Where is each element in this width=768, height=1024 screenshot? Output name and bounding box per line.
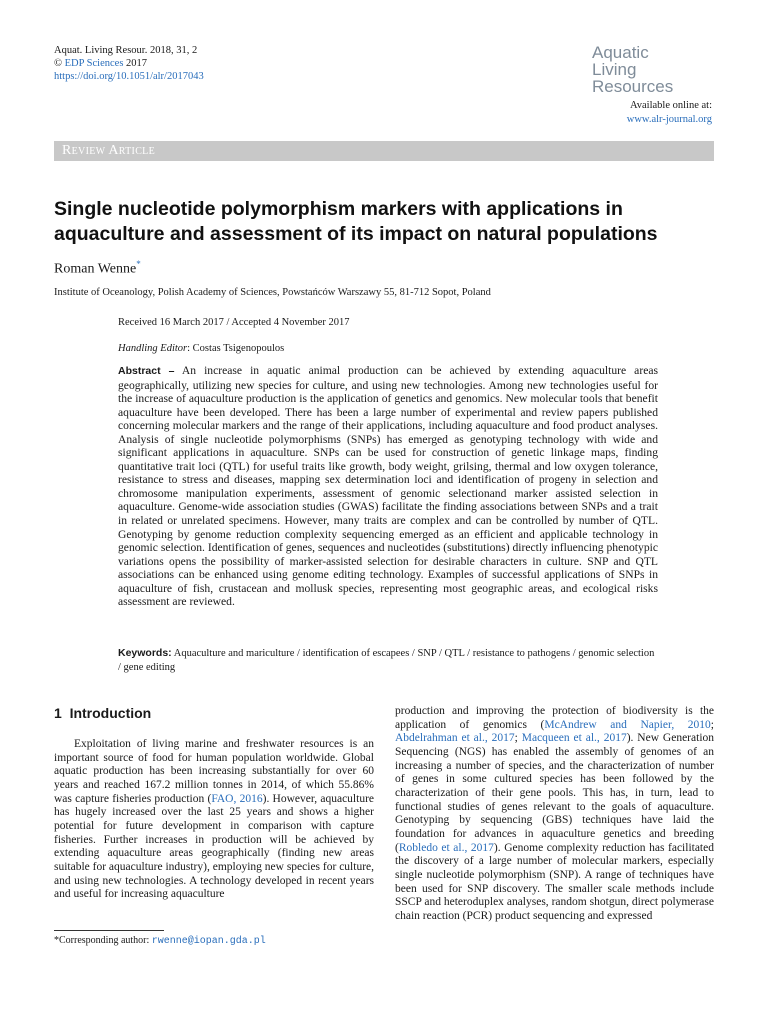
paragraph-text: ;: [514, 732, 522, 745]
received-dates: Received 16 March 2017 / Accepted 4 November 2017: [118, 317, 350, 328]
author-line: [54, 259, 141, 278]
article-title: Single nucleotide polymorphism markers with applications in aquaculture and assessment of its impact on natural populations: [54, 198, 658, 245]
affiliation: Institute of Oceanology, Polish Academy of Sciences, Powstańców Warszawy 55, 81-712 Sopot, Poland: [54, 287, 491, 298]
journal-logo: [592, 44, 712, 95]
paragraph-text: ). New Generation Sequencing (NGS) has enabled the assembly of genomes of an increasing a number of species, and the characterization of number of genes in some cultured species has been followed by the characterization of their gene pools. This has, in turn, lead to functional studies of genes relevant to the goals of aquaculture. Genotyping by sequencing (GBS) techniques have laid the foundation for advances in aquaculture genetics and breeding (: [395, 732, 715, 854]
article-type-label: Review Article: [62, 143, 155, 158]
footnote-label: *Corresponding author:: [54, 935, 150, 946]
intro-right-column: [395, 705, 714, 924]
reference-link[interactable]: Robledo et al., 2017: [398, 841, 494, 854]
paragraph-text: ). However, aquaculture has hugely increased over the last 25 years and shows a higher potential for future development in comparison with capture fisheries. Further increases in production will be achieved by extending aquaculture areas geographically (finding new areas suitable for aquaculture industry), employing new species for culture, and using new technologies. A technology developed in recent years and useful for increasing aquaculture: [54, 792, 375, 901]
reference-link[interactable]: McAndrew and Napier, 2010: [544, 718, 711, 731]
citation-block: [54, 44, 204, 83]
paragraph-text: ). Genome complexity reduction has facilitated the discovery of a large number of molecular markers, especially single nucleotide polymorphism (SNP). A range of techniques have been used for SNP discovery. The smaller scale methods include SSCP and heteroduplex analyses, random shotgun, direct polymerase chain reaction (PCR) product sequencing and expressed: [395, 841, 714, 922]
handling-editor: [118, 343, 284, 354]
logo-line: Living: [592, 60, 637, 79]
author-email-link[interactable]: rwenne@iopan.gda.pl: [151, 936, 266, 947]
logo-line: Resources: [592, 77, 674, 96]
journal-url-link[interactable]: www.alr-journal.org: [626, 114, 712, 125]
keywords-label: Keywords:: [118, 647, 172, 659]
article-type-bar: [54, 141, 714, 161]
paragraph-text: Exploitation of living marine and freshwater resources is an important source of food for human population worldwide. Global aquatic production has been increasing substantially for over 60 years and reached 167.2 million tonnes in 2014, of which 55.86% was capture fisheries production (: [54, 738, 374, 805]
footnote: [54, 935, 266, 947]
intro-left-column: [54, 738, 374, 902]
section-heading: [54, 705, 151, 721]
keywords-text: Aquaculture and mariculture / identification of escapees / SNP / QTL / resistance to pathogens / genomic selection / gene editing: [118, 648, 655, 673]
author-name: Roman Wenne: [54, 261, 137, 277]
available-label: Available online at:: [629, 100, 712, 111]
abstract-text: An increase in aquatic animal production can be achieved by extending aquaculture areas geographically, utilizing new species for culture, and using new technologies. Among new technologies useful for the increase of aquaculture production is the application of genetics and genomics. New molecular tools that benefit aquaculture have been developed. There has been a large number of experimental and review papers published concerning molecular markers and the range of their applications, including aquaculture and food product analyses. Analysis of single nucleotide polymorphisms (SNPs) has emerged as genotyping technology with wide and significant applications in aquaculture. SNPs can be used for construction of genetic linkage maps, finding quantitative trait loci (QTL) for useful traits like growth, body weight, grilsing, thermal and low oxygen tolerance, resistance to stress and diseases, mapping sex determination loci and identification of progeny in selection and chromosome manipulation experiments, assessment of genomic selectionand marker assisted selection in aquaculture. Genome-wide association studies (GWAS) facilitate the finding associations between SNPs and a trait in related or unrelated specimens. However, many traits are complex and can be controlled by number of QTL. Genotyping by genome reduction complexity sequencing emerged as an efficient and applicable technology in genomic selection. Identification of genes, sequences and nucleotides (substitutions) directly influencing phenotypic variations opens the possibility of marker-assisted selection for desirable characters in culture. SNP and QTL associations can be enhanced using genome editing technology. Examples of successful applications of SNPs in aquaculture of fish, crustacean and mollusk species, representing most geographic areas, and ecological risks assessment are reviewed.: [118, 364, 658, 609]
logo-line: Aquatic: [592, 43, 649, 62]
reference-link[interactable]: Abdelrahman et al., 2017: [395, 732, 515, 745]
paragraph-text: ;: [710, 718, 714, 731]
reference-link[interactable]: FAO, 2016: [211, 792, 263, 805]
copyright-symbol: ©: [54, 58, 62, 69]
handling-editor-label: Handling Editor: [118, 343, 188, 354]
section-number: 1: [54, 705, 62, 721]
citation-line: Aquat. Living Resour. 2018, 31, 2: [54, 45, 198, 56]
section-title: Introduction: [69, 705, 152, 721]
keywords: [118, 647, 658, 674]
corresponding-mark[interactable]: *: [136, 259, 141, 269]
doi-link[interactable]: https://doi.org/10.1051/alr/2017043: [54, 71, 204, 82]
footnote-rule: [54, 930, 164, 931]
handling-editor-name: : Costas Tsigenopoulos: [187, 343, 285, 354]
copyright-year: 2017: [126, 58, 148, 69]
reference-link[interactable]: Macqueen et al., 2017: [521, 732, 627, 745]
paragraph-text: production and improving the protection of biodiversity is the application of genomics (: [395, 705, 714, 731]
abstract: [118, 364, 658, 609]
publisher-link[interactable]: EDP Sciences: [64, 58, 124, 69]
copyright-line: [54, 57, 204, 70]
abstract-label: Abstract –: [118, 365, 175, 377]
availability-block: [627, 99, 712, 127]
